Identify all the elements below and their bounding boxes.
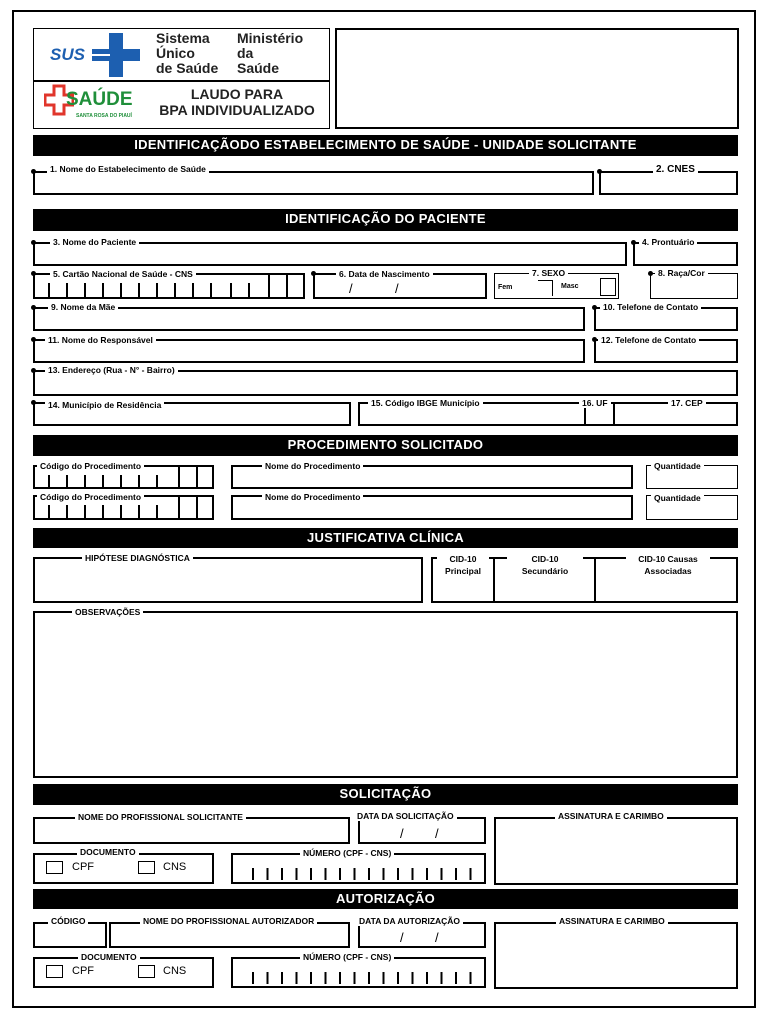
quantidade-1-label: Quantidade: [651, 461, 704, 471]
codigo-autorizador-label: CÓDIGO: [48, 916, 88, 926]
bullet: [31, 305, 36, 310]
cid-divider: [594, 557, 596, 603]
quantidade-2-label: Quantidade: [651, 493, 704, 503]
digit-divider: [230, 283, 232, 298]
sus-cross-icon: [92, 33, 140, 77]
section-justificativa: JUSTIFICATIVA CLÍNICA: [33, 528, 738, 548]
documento-solicitante-label: DOCUMENTO: [77, 847, 139, 857]
cpf-checkbox[interactable]: [46, 861, 63, 874]
digit-divider: [138, 505, 140, 520]
cns-label: 5. Cartão Nacional de Saúde - CNS: [50, 269, 196, 279]
bullet: [311, 271, 316, 276]
hipotese-field[interactable]: [33, 557, 423, 603]
cpf-label: CPF: [72, 965, 94, 977]
uf-label: 16. UF: [579, 398, 611, 408]
bullet: [592, 337, 597, 342]
digit-divider: [120, 283, 122, 298]
date-separator: /: [435, 826, 439, 841]
telefone2-label: 12. Telefone de Contato: [598, 335, 699, 345]
form-title: LAUDO PARA BPA INDIVIDUALIZADO: [159, 86, 315, 118]
date-separator: /: [400, 826, 404, 841]
date-separator: /: [435, 930, 439, 945]
cnes-label: 2. CNES: [653, 164, 698, 175]
digit-divider: [102, 505, 104, 520]
digit-divider: [156, 505, 158, 520]
digit-divider: [210, 283, 212, 298]
digit-divider: [248, 283, 250, 298]
sexo-fem-label: Fem: [498, 284, 513, 291]
header-divider: [33, 80, 330, 82]
endereco-label: 13. Endereço (Rua - N° - Bairro): [45, 365, 178, 375]
digit-divider: [156, 475, 158, 489]
header-blank-box: [335, 28, 739, 129]
digit-divider: [48, 505, 50, 520]
digit-divider: [120, 505, 122, 520]
ministry-name: Ministério da Saúde: [237, 30, 304, 76]
digit-divider: [196, 496, 198, 520]
digit-divider: [84, 475, 86, 489]
documento-autorizador-label: DOCUMENTO: [78, 952, 140, 962]
sexo-label: 7. SEXO: [529, 268, 568, 278]
numero-autorizador-label: NÚMERO (CPF - CNS): [300, 952, 394, 962]
raca-label: 8. Raça/Cor: [655, 268, 708, 278]
digit-divider: [84, 283, 86, 298]
digit-divider: [178, 466, 180, 489]
date-separator: /: [400, 930, 404, 945]
municipio-label: 14. Município de Residência: [45, 400, 164, 410]
nome-procedimento-2-label: Nome do Procedimento: [262, 492, 363, 502]
sus-logo-text: SUS: [50, 45, 85, 64]
ibge-label: 15. Código IBGE Município: [368, 398, 483, 408]
digit-divider: [102, 283, 104, 298]
sexo-fem-checkbox[interactable]: [538, 280, 553, 296]
nascimento-label: 6. Data de Nascimento: [336, 269, 433, 279]
observacoes-label: OBSERVAÇÕES: [72, 607, 143, 617]
saude-logo: [44, 84, 139, 124]
digit-divider: [66, 475, 68, 489]
section-paciente: IDENTIFICAÇÃO DO PACIENTE: [33, 209, 738, 231]
section-solicitacao: SOLICITAÇÃO: [33, 784, 738, 805]
bullet: [597, 169, 602, 174]
data-solicitacao-field[interactable]: [358, 817, 486, 844]
data-autorizacao-label: DATA DA AUTORIZAÇÃO: [356, 916, 463, 926]
saude-logo-subtitle: SANTA ROSA DO PIAUÍ: [76, 113, 132, 119]
hipotese-label: HIPÓTESE DIAGNÓSTICA: [82, 553, 193, 563]
profissional-autorizador-label: NOME DO PROFISSIONAL AUTORIZADOR: [140, 916, 317, 926]
date-separator: /: [395, 281, 399, 296]
nome-procedimento-1-label: Nome do Procedimento: [262, 461, 363, 471]
digit-divider: [102, 475, 104, 489]
assinatura-solicitante-field[interactable]: [494, 817, 738, 885]
digit-divider: [66, 283, 68, 298]
sus-name: Sistema Único de Saúde: [156, 30, 219, 76]
bullet: [31, 368, 36, 373]
numero-digit-guides: [252, 972, 482, 984]
sexo-masc-checkbox[interactable]: [600, 278, 616, 296]
numero-digit-guides: [252, 868, 482, 880]
section-autorizacao: AUTORIZAÇÃO: [33, 889, 738, 909]
bullet: [31, 337, 36, 342]
digit-divider: [178, 496, 180, 520]
bullet: [592, 305, 597, 310]
mae-label: 9. Nome da Mãe: [48, 302, 118, 312]
section-procedimento: PROCEDIMENTO SOLICITADO: [33, 435, 738, 456]
cns-checkbox[interactable]: [138, 965, 155, 978]
cid-divider: [493, 557, 495, 603]
uf-cep-divider: [613, 402, 615, 426]
digit-divider: [196, 466, 198, 489]
assinatura-autorizador-field[interactable]: [494, 922, 738, 989]
telefone1-label: 10. Telefone de Contato: [600, 302, 701, 312]
observacoes-field[interactable]: [33, 611, 738, 778]
bullet: [31, 169, 36, 174]
cid-causas-label[interactable]: CID-10 Causas Associadas: [626, 553, 710, 577]
digit-divider: [120, 475, 122, 489]
digit-divider: [138, 475, 140, 489]
paciente-nome-label: 3. Nome do Paciente: [50, 237, 139, 247]
assinatura-solicitante-label: ASSINATURA E CARIMBO: [555, 811, 667, 821]
estabelecimento-nome-label: 1. Nome do Estabelecimento de Saúde: [47, 164, 209, 174]
cns-doc-label: CNS: [163, 965, 187, 977]
bullet: [631, 240, 636, 245]
sus-logo: [50, 33, 142, 77]
codigo-procedimento-1-label: Código do Procedimento: [37, 461, 144, 471]
profissional-solicitante-label: NOME DO PROFISSIONAL SOLICITANTE: [75, 812, 246, 822]
cid-secundario-label[interactable]: CID-10 Secundário: [507, 553, 583, 577]
cep-label: 17. CEP: [668, 398, 706, 408]
responsavel-label: 11. Nome do Responsável: [45, 335, 156, 345]
cpf-label: CPF: [72, 861, 94, 873]
codigo-procedimento-2-label: Código do Procedimento: [37, 492, 144, 502]
cns-doc-label: CNS: [163, 861, 187, 873]
sexo-masc-label: Masc: [561, 283, 579, 290]
digit-divider: [48, 475, 50, 489]
digit-divider: [192, 283, 194, 298]
digit-divider: [84, 505, 86, 520]
digit-divider: [48, 283, 50, 298]
saude-logo-text: SAÚDE: [66, 89, 133, 110]
bullet: [648, 271, 653, 276]
assinatura-autorizador-label: ASSINATURA E CARIMBO: [556, 916, 668, 926]
date-separator: /: [349, 281, 353, 296]
bullet: [31, 271, 36, 276]
bullet: [31, 400, 36, 405]
estabelecimento-nome-field[interactable]: [33, 171, 594, 195]
data-solicitacao-label: DATA DA SOLICITAÇÃO: [354, 811, 457, 821]
digit-divider: [286, 274, 288, 298]
digit-divider: [156, 283, 158, 298]
digit-divider: [268, 274, 270, 298]
section-estabelecimento: IDENTIFICAÇÃODO ESTABELECIMENTO DE SAÚDE - UNIDADE SOLICITANTE: [33, 135, 738, 156]
bullet: [31, 240, 36, 245]
digit-divider: [138, 283, 140, 298]
cid-principal-label[interactable]: CID-10 Principal: [437, 553, 489, 577]
cns-checkbox[interactable]: [138, 861, 155, 874]
cpf-checkbox[interactable]: [46, 965, 63, 978]
prontuario-label: 4. Prontuário: [639, 237, 697, 247]
numero-solicitante-label: NÚMERO (CPF - CNS): [300, 848, 394, 858]
digit-divider: [66, 505, 68, 520]
digit-divider: [174, 283, 176, 298]
